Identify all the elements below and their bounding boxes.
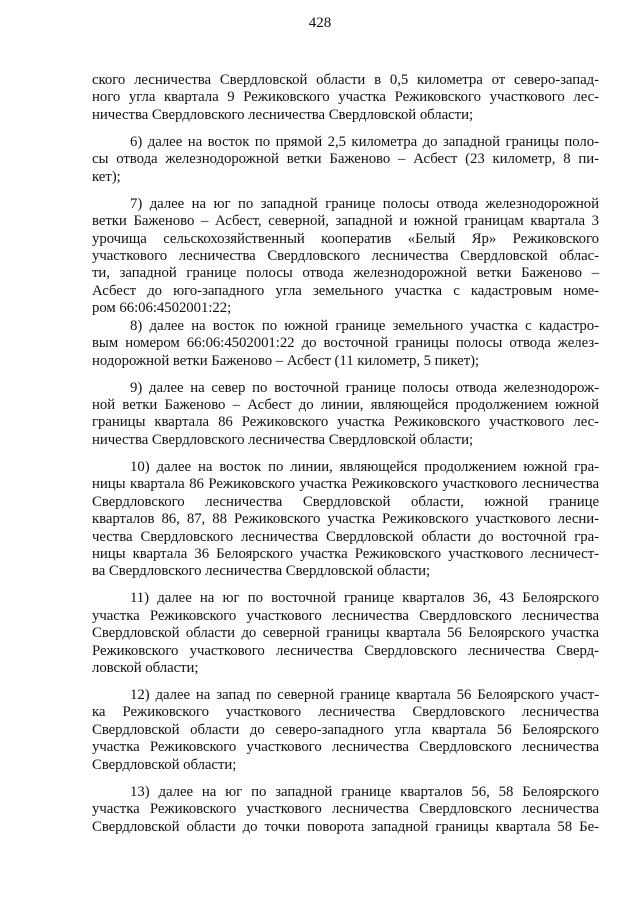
text-line: Свердловского лесничества Свердловской области, южной границе [92, 493, 599, 510]
text-line: ского лесничества Свердловской области в 0,5 километра от северо-запад- [92, 72, 599, 88]
paragraph-item-12 [92, 687, 599, 774]
text-line: нодорожной ветки Баженово – Асбест (11 километр, 5 пикет); [92, 352, 480, 369]
paragraph-item-11 [92, 590, 599, 677]
text-line: 11) далее на юг по восточной границе кварталов 36, 43 Белоярского [130, 590, 599, 607]
text-line: ва Свердловского лесничества Свердловской области; [92, 563, 431, 580]
paragraph-item-8 [92, 318, 599, 370]
text-line: Свердловской области до северо-западного угла квартала 56 Белоярского [92, 721, 599, 738]
text-line: ной ветки Баженово – Асбест до линии, являющейся продолжением южной [92, 396, 599, 413]
text-line: ничества Свердловского лесничества Свердловской области; [92, 431, 474, 448]
paragraph-item-10 [92, 459, 599, 581]
page-number: 428 [308, 15, 332, 31]
text-line: кварталов 86, 87, 88 Режиковского участка Режиковского участкового лесни- [92, 511, 599, 528]
text-line: ти, западной границе полосы отвода железнодорожной ветки Баженово – [92, 265, 599, 282]
paragraph-item-7 [92, 196, 599, 318]
text-line: Асбест до юго-западного угла земельного участка с кадастровым номе- [92, 282, 599, 299]
text-line: 9) далее на север по восточной границе полосы отвода железнодорож- [130, 379, 599, 396]
text-line: урочища сельскохозяйственный кооператив «Белый Яр» Режиковского [92, 230, 599, 247]
text-line: участка Режиковского участкового лесничества Свердловского лесничества [92, 739, 599, 756]
paragraph-item-13 [92, 784, 599, 836]
text-line: ницы квартала 86 Режиковского участка Режиковского участкового лесничества [92, 476, 599, 493]
paragraph-item-9 [92, 380, 599, 450]
text-line: Свердловской области до северной границы квартала 56 Белоярского участка [92, 625, 599, 642]
text-line: чества Свердловского лесничества Свердловской области до восточной гра- [92, 528, 599, 545]
text-line: Режиковского участкового лесничества Свердловского лесничества Сверд- [92, 642, 599, 659]
paragraph-item-6 [92, 134, 599, 186]
text-line: границы квартала 86 Режиковского участка Режиковского участкового лес- [92, 414, 599, 431]
text-line: 8) далее на восток по южной границе земельного участка с кадастро- [130, 317, 599, 334]
text-line: Свердловской области; [92, 756, 237, 773]
text-line: 6) далее на восток по прямой 2,5 километра до западной границы поло- [130, 133, 599, 150]
text-line: участка Режиковского участкового лесничества Свердловского лесничества [92, 607, 599, 624]
text-line: ром 66:06:4502001:22; [92, 300, 232, 317]
document-body [92, 72, 599, 836]
text-line: 12) далее на запад по северной границе квартала 56 Белоярского участ- [130, 687, 599, 703]
text-line: участка Режиковского участкового лесничества Свердловского лесничества [92, 801, 599, 818]
text-line: ка Режиковского участкового лесничества Свердловского лесничества [92, 704, 599, 721]
text-line: Свердловской области до точки поворота западной границы квартала 58 Бе- [92, 818, 599, 835]
text-line: 10) далее на восток по линии, являющейся продолжением южной гра- [130, 458, 599, 475]
text-line: участкового лесничества Свердловского лесничества Свердловской облас- [92, 247, 599, 264]
text-line: ловской области; [92, 660, 199, 677]
text-line: 7) далее на юг по западной границе полосы отвода железнодорожной [130, 195, 599, 212]
text-line: сы отвода железнодорожной ветки Баженово – Асбест (23 километр, 8 пи- [92, 151, 599, 168]
paragraph-continuation [92, 72, 599, 124]
text-line: вым номером 66:06:4502001:22 до восточной границы полосы отвода желез- [92, 335, 599, 352]
text-line: ного угла квартала 9 Режиковского участка Режиковского участкового лес- [92, 89, 599, 106]
text-line: 13) далее на юг по западной границе кварталов 56, 58 Белоярского [130, 783, 599, 800]
text-line: ничества Свердловского лесничества Свердловской области; [92, 106, 474, 123]
text-line: ницы квартала 36 Белоярского участка Режиковского участкового лесничест- [92, 545, 599, 562]
text-line: ветки Баженово – Асбест, северной, западной и южной границам квартала 3 [92, 213, 599, 230]
text-line: кет); [92, 168, 121, 185]
